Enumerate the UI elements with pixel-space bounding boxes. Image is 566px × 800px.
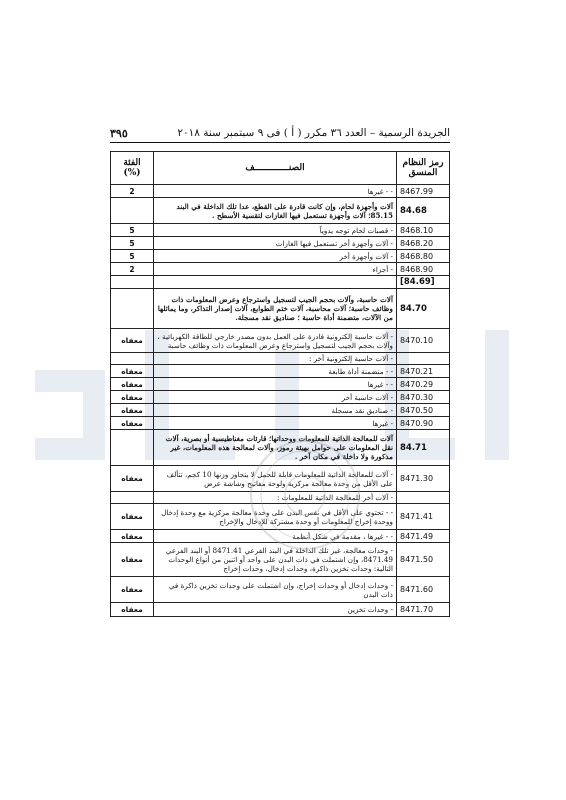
header-code: رمز النظام المنسق (397, 152, 450, 185)
duty-cell: معفاه (111, 329, 154, 353)
duty-cell: معفاه (111, 466, 154, 492)
duty-cell: 2 (111, 263, 154, 276)
code-cell: 8471.49 (397, 530, 450, 543)
description-cell: - وحدات إدخال أو وحدات إخراج، وإن اشتملت على وحدات تخزين ذاكرة في ذات البدن (154, 577, 397, 603)
table-row (111, 276, 450, 289)
description-cell: - آلات أخر للمعالجة الذاتية للمعلومات : (154, 492, 397, 504)
table-row (111, 378, 450, 391)
duty-cell: معفاه (111, 504, 154, 530)
page-header (110, 127, 450, 143)
description-cell: - وحدات معالجة، غير تلك الداخلة في البند الفرعي 8471.41 أو البند الفرعي 8471.49، وإن اشتملت في ذات البدن على واحد أو اثنين من أنواع الوحدات التالية: وحدات تخزين ذاكرة، وحدات إدخال، وحدات إخراج (154, 543, 397, 577)
table-row (111, 404, 450, 417)
table-row (111, 430, 450, 466)
duty-cell: معفاه (111, 404, 154, 417)
code-cell: 8471.30 (397, 466, 450, 492)
duty-cell: معفاه (111, 417, 154, 430)
table-row (111, 530, 450, 543)
description-cell: - - غيرها ، مقدمة في شكل أنظمة (154, 530, 397, 543)
code-cell: 8468.10 (397, 224, 450, 237)
description-cell: - آلات حاسبة أخر (154, 391, 397, 404)
duty-cell (111, 289, 154, 329)
table-row (111, 577, 450, 603)
description-cell: - وحدات تخزين (154, 603, 397, 617)
code-cell: 84.70 (397, 289, 450, 329)
table-row (111, 466, 450, 492)
table-body (111, 185, 450, 617)
code-cell (397, 492, 450, 504)
table-row (111, 543, 450, 577)
description-cell: - غيرها (154, 417, 397, 430)
table-row (111, 603, 450, 617)
table-row (111, 417, 450, 430)
table-row (111, 237, 450, 250)
duty-cell (111, 276, 154, 289)
duty-cell (111, 492, 154, 504)
code-cell: 8471.60 (397, 577, 450, 603)
page-number: ٣٩٥ (110, 127, 128, 140)
code-cell: 8470.30 (397, 391, 450, 404)
description-cell: - - متضمنة أداة طابعة (154, 365, 397, 378)
table-row (111, 492, 450, 504)
description-cell: - آلات وأجهزة أخر (154, 250, 397, 263)
duty-cell: معفاه (111, 530, 154, 543)
description-cell: - أجزاء (154, 263, 397, 276)
duty-cell: معفاه (111, 378, 154, 391)
code-cell: 8470.50 (397, 404, 450, 417)
code-cell: 8471.70 (397, 603, 450, 617)
duty-cell: 5 (111, 250, 154, 263)
table-row (111, 250, 450, 263)
duty-cell (111, 198, 154, 224)
description-cell: - آلات للمعالجة الذاتية للمعلومات قابلة للحمل لا يتجاوز وزنها 10 كجم، تتألف على الأقل من وحدة معالجة مركزية ولوحة مفاتيح وشاشة عرض (154, 466, 397, 492)
description-cell: - صناديق نقد مسجلة (154, 404, 397, 417)
table-row (111, 224, 450, 237)
tariff-table (110, 151, 450, 617)
header-description: الصنـــــــــــــف (154, 152, 397, 185)
description-cell: - آلات حاسبة إلكترونية قادرة على العمل بدون مصدر خارجي للطاقة الكهربائية ، وآلات بحجم الجيب لتسجيل واسترجاع وعرض المعلومات ذات وظائف حاسبة (154, 329, 397, 353)
duty-cell: 2 (111, 185, 154, 198)
duty-cell (111, 353, 154, 365)
code-cell: 8470.90 (397, 417, 450, 430)
code-cell: 8468.80 (397, 250, 450, 263)
table-row (111, 185, 450, 198)
duty-cell: معفاه (111, 365, 154, 378)
code-cell: 8471.50 (397, 543, 450, 577)
table-row (111, 504, 450, 530)
code-cell: [84.69] (397, 276, 450, 289)
description-cell: - آلات وأجهزة أخر تستعمل فيها الغازات (154, 237, 397, 250)
code-cell: 8467.99 (397, 185, 450, 198)
description-cell: - قصبات لحام توجه يدوياً (154, 224, 397, 237)
description-cell (154, 276, 397, 289)
description-cell: - - غيرها (154, 185, 397, 198)
duty-cell: 5 (111, 237, 154, 250)
table-row (111, 365, 450, 378)
header-title: الجريدة الرسمية – العدد ٣٦ مكرر ( أ ) فى ٩ سبتمبر سنة ٢٠١٨ (177, 127, 450, 139)
table-row (111, 391, 450, 404)
duty-cell: معفاه (111, 603, 154, 617)
table-row (111, 289, 450, 329)
duty-cell: معفاه (111, 577, 154, 603)
table-row (111, 263, 450, 276)
code-cell: 8470.21 (397, 365, 450, 378)
description-cell: آلات حاسبة، وآلات بحجم الجيب لتسجيل واسترجاع وعرض المعلومات ذات وظائف حاسبة؛ آلات محاسبة، آلات ختم الطوابع، آلات إصدار التذاكر، وما يماثلها من الآلات، متضمنة أداة حاسبة ؛ صناديق نقد مسجلة. (154, 289, 397, 329)
table-row (111, 353, 450, 365)
duty-cell: 5 (111, 224, 154, 237)
duty-cell: معفاه (111, 391, 154, 404)
code-cell: 84.71 (397, 430, 450, 466)
duty-cell: معفاه (111, 543, 154, 577)
table-row (111, 329, 450, 353)
description-cell: آلات للمعالجة الذاتية للمعلومات ووحداتها؛ قارئات مغناطيسية أو بصرية، آلات نقل المعلومات على حوامل بهيئة رموز، وآلات لمعالجة هذه المعلومات، غير مذكورة ولا داخلة في مكان آخر . (154, 430, 397, 466)
description-cell: آلات وأجهزة لحام، وإن كانت قادرة على القطع، عدا تلك الداخلة في البند 85.15؛ آلات وأجهزة تستعمل فيها الغازات لتقسية الأسطح . (154, 198, 397, 224)
header-rule (110, 142, 450, 143)
table-header-row (111, 152, 450, 185)
description-cell: - - تحتوي على الأقل في نفس البدن على وحدة معالجة مركزية مع وحدة إدخال ووحدة إخراج للمعلومات أو وحدة مشتركة للإدخال والإخراج (154, 504, 397, 530)
code-cell: 8468.90 (397, 263, 450, 276)
code-cell: 84.68 (397, 198, 450, 224)
duty-cell (111, 430, 154, 466)
table-row (111, 198, 450, 224)
code-cell: 8470.29 (397, 378, 450, 391)
code-cell (397, 353, 450, 365)
description-cell: - آلات حاسبة إلكترونية أخر : (154, 353, 397, 365)
code-cell: 8470.10 (397, 329, 450, 353)
description-cell: - - غيرها (154, 378, 397, 391)
header-duty: الفئة (%) (111, 152, 154, 185)
code-cell: 8468.20 (397, 237, 450, 250)
code-cell: 8471.41 (397, 504, 450, 530)
